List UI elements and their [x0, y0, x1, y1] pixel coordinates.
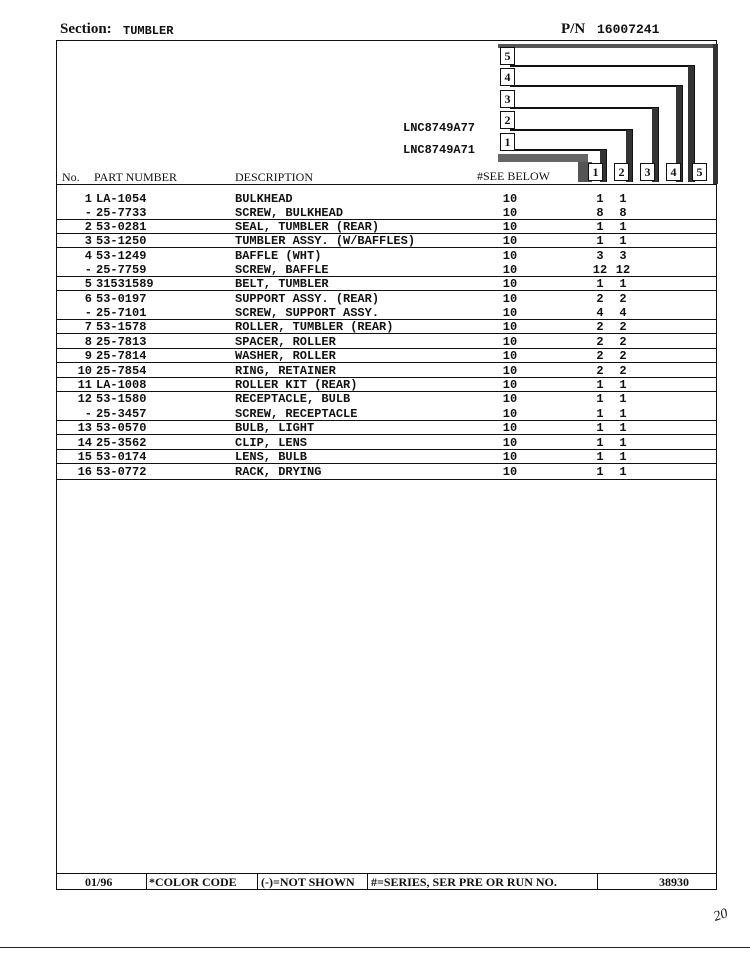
model-row-2-box: 2: [500, 111, 515, 129]
document-part-number: 16007241: [597, 22, 660, 37]
description: SCREW, BULKHEAD: [235, 206, 344, 220]
qty-model-1: 2: [596, 292, 604, 306]
qty-model-1: 2: [596, 320, 604, 334]
qty-model-1: 1: [596, 392, 604, 406]
series-code: 10: [502, 349, 518, 363]
model-column-1-header: 1: [588, 163, 603, 181]
table-row: [60, 263, 715, 277]
row-divider: [57, 247, 717, 248]
description: RACK, DRYING: [235, 465, 322, 479]
part-number: 53-0174: [96, 450, 147, 464]
series-code: 10: [502, 436, 518, 450]
document-number: 38930: [659, 875, 689, 889]
qty-model-2: 3: [619, 249, 627, 263]
part-number: 53-1249: [96, 249, 147, 263]
series-code: 10: [502, 378, 518, 392]
item-number: 4: [84, 249, 92, 263]
description: RECEPTACLE, BULB: [235, 392, 351, 406]
item-number: 8: [84, 335, 92, 349]
row-divider: [57, 333, 717, 334]
description: SCREW, RECEPTACLE: [235, 407, 358, 421]
model-column-4-header: 4: [666, 163, 681, 181]
table-end-rule: [57, 479, 717, 480]
model-row-4-box: 4: [500, 68, 515, 86]
series-code: 10: [502, 206, 518, 220]
description: BAFFLE (WHT): [235, 249, 322, 263]
qty-model-2: 1: [619, 407, 627, 421]
column-header-description: DESCRIPTION: [235, 170, 314, 184]
model-row-5-box: 5: [500, 47, 515, 65]
table-row: [60, 220, 715, 234]
item-number: 16: [77, 465, 92, 479]
qty-model-2: 1: [619, 277, 627, 291]
series-code: 10: [502, 335, 518, 349]
revision-date: 01/96: [85, 875, 113, 889]
header-divider: [57, 184, 717, 185]
part-number: 53-1250: [96, 234, 147, 248]
series-code: 10: [502, 192, 518, 206]
qty-model-1: 1: [596, 450, 604, 464]
series-code: 10: [502, 392, 518, 406]
qty-model-2: 4: [619, 306, 627, 320]
row-divider: [57, 290, 717, 291]
table-row: [60, 306, 715, 320]
description: RING, RETAINER: [235, 364, 336, 378]
model-column-3-header: 3: [640, 163, 655, 181]
item-number: 1: [84, 192, 92, 206]
description: SPACER, ROLLER: [235, 335, 336, 349]
item-number: 9: [84, 349, 92, 363]
qty-model-1: 1: [596, 378, 604, 392]
part-number: 25-7854: [96, 364, 147, 378]
series-legend: #=SERIES, SER PRE OR RUN NO.: [371, 875, 557, 889]
item-number: 14: [77, 436, 92, 450]
qty-model-2: 1: [619, 378, 627, 392]
color-code-legend: *COLOR CODE: [149, 875, 237, 889]
part-number: 25-7814: [96, 349, 147, 363]
qty-model-2: 2: [619, 292, 627, 306]
qty-model-1: 1: [596, 436, 604, 450]
item-number: 7: [84, 320, 92, 334]
qty-model-1: 1: [596, 277, 604, 291]
table-row: [60, 192, 715, 206]
item-number: 3: [84, 234, 92, 248]
row-divider: [57, 463, 717, 464]
series-code: 10: [502, 407, 518, 421]
footer-divider: [257, 874, 258, 889]
part-number: 53-1580: [96, 392, 147, 406]
part-number: 25-7813: [96, 335, 147, 349]
qty-model-1: 3: [596, 249, 604, 263]
qty-model-1: 2: [596, 349, 604, 363]
description: SUPPORT ASSY. (REAR): [235, 292, 380, 306]
qty-model-1: 8: [596, 206, 604, 220]
table-row: [60, 277, 715, 291]
series-code: 10: [502, 421, 518, 435]
footer-divider: [597, 874, 598, 889]
part-number: LA-1054: [96, 192, 147, 206]
part-number: LA-1008: [96, 378, 147, 392]
column-header-part-number: PART NUMBER: [94, 170, 177, 184]
row-divider: [57, 362, 717, 363]
item-number: 12: [77, 392, 92, 406]
qty-model-2: 2: [619, 364, 627, 378]
qty-model-2: 8: [619, 206, 627, 220]
series-code: 10: [502, 306, 518, 320]
series-code: 10: [502, 277, 518, 291]
series-code: 10: [502, 249, 518, 263]
qty-model-2: 1: [619, 465, 627, 479]
series-code: 10: [502, 320, 518, 334]
table-row: [60, 292, 715, 306]
item-number: 2: [84, 220, 92, 234]
series-code: 10: [502, 220, 518, 234]
not-shown-legend: (-)=NOT SHOWN: [261, 875, 355, 889]
column-header-see-below: #SEE BELOW: [477, 169, 550, 183]
item-number: 6: [84, 292, 92, 306]
qty-model-1: 1: [596, 465, 604, 479]
model-row-3-box: 3: [500, 90, 515, 108]
qty-model-1: 2: [596, 335, 604, 349]
model-number-upper: LNC8749A77: [403, 121, 476, 135]
item-number: 5: [84, 277, 92, 291]
part-number: 25-3562: [96, 436, 147, 450]
table-row: [60, 392, 715, 406]
part-number: 25-3457: [96, 407, 147, 421]
description: BULKHEAD: [235, 192, 293, 206]
description: BULB, LIGHT: [235, 421, 315, 435]
section-label: Section:: [60, 21, 112, 37]
description: SEAL, TUMBLER (REAR): [235, 220, 380, 234]
item-number: 15: [77, 450, 92, 464]
qty-model-2: 1: [619, 421, 627, 435]
part-number: 53-0772: [96, 465, 147, 479]
item-number: -: [84, 407, 92, 421]
part-number: 53-1578: [96, 320, 147, 334]
model-number-lower: LNC8749A71: [403, 143, 476, 157]
description: SCREW, SUPPORT ASSY.: [235, 306, 380, 320]
description: ROLLER, TUMBLER (REAR): [235, 320, 394, 334]
table-row: [60, 234, 715, 248]
table-row: [60, 407, 715, 421]
section-value: TUMBLER: [123, 24, 174, 38]
description: BELT, TUMBLER: [235, 277, 329, 291]
part-number-label: P/N: [561, 21, 586, 37]
model-matrix-graphic: [498, 44, 718, 184]
table-row: [60, 378, 715, 392]
qty-model-2: 1: [619, 436, 627, 450]
footer-divider: [146, 874, 147, 889]
part-number: 25-7733: [96, 206, 147, 220]
item-number: 13: [77, 421, 92, 435]
part-number: 25-7759: [96, 263, 147, 277]
description: LENS, BULB: [235, 450, 308, 464]
qty-model-2: 1: [619, 234, 627, 248]
qty-model-2: 1: [619, 220, 627, 234]
table-row: [60, 320, 715, 334]
table-row: [60, 249, 715, 263]
description: ROLLER KIT (REAR): [235, 378, 358, 392]
qty-model-2: 12: [615, 263, 631, 277]
series-code: 10: [502, 465, 518, 479]
qty-model-2: 1: [619, 392, 627, 406]
table-row: [60, 450, 715, 464]
qty-model-2: 2: [619, 349, 627, 363]
part-number: 25-7101: [96, 306, 147, 320]
table-row: [60, 206, 715, 220]
qty-model-1: 1: [596, 421, 604, 435]
qty-model-2: 2: [619, 320, 627, 334]
model-column-5-header: 5: [692, 163, 707, 181]
table-row: [60, 465, 715, 479]
series-code: 10: [502, 263, 518, 277]
table-row: [60, 421, 715, 435]
item-number: -: [84, 306, 92, 320]
item-number: -: [84, 263, 92, 277]
qty-model-2: 1: [619, 192, 627, 206]
series-code: 10: [502, 292, 518, 306]
table-row: [60, 349, 715, 363]
item-number: 11: [77, 378, 92, 392]
series-code: 10: [502, 364, 518, 378]
row-divider: [57, 434, 717, 435]
qty-model-1: 1: [596, 407, 604, 421]
column-header-no: No.: [62, 170, 80, 184]
qty-model-1: 12: [592, 263, 608, 277]
qty-model-1: 1: [596, 192, 604, 206]
qty-model-1: 2: [596, 364, 604, 378]
table-row: [60, 335, 715, 349]
series-code: 10: [502, 450, 518, 464]
qty-model-1: 1: [596, 220, 604, 234]
footer-divider: [367, 874, 368, 889]
qty-model-2: 1: [619, 450, 627, 464]
description: SCREW, BAFFLE: [235, 263, 329, 277]
model-row-1-box: 1: [500, 133, 515, 151]
qty-model-1: 4: [596, 306, 604, 320]
part-number: 53-0570: [96, 421, 147, 435]
scan-edge-line: [0, 947, 750, 948]
qty-model-2: 2: [619, 335, 627, 349]
model-column-2-header: 2: [614, 163, 629, 181]
qty-model-1: 1: [596, 234, 604, 248]
item-number: -: [84, 206, 92, 220]
description: CLIP, LENS: [235, 436, 308, 450]
table-row: [60, 364, 715, 378]
table-row: [60, 436, 715, 450]
series-code: 10: [502, 234, 518, 248]
part-number: 31531589: [96, 277, 154, 291]
legend-footer: [57, 873, 717, 890]
handwritten-page-mark: 20: [711, 906, 730, 925]
description: WASHER, ROLLER: [235, 349, 336, 363]
part-number: 53-0281: [96, 220, 147, 234]
item-number: 10: [77, 364, 92, 378]
part-number: 53-0197: [96, 292, 147, 306]
description: TUMBLER ASSY. (W/BAFFLES): [235, 234, 416, 248]
